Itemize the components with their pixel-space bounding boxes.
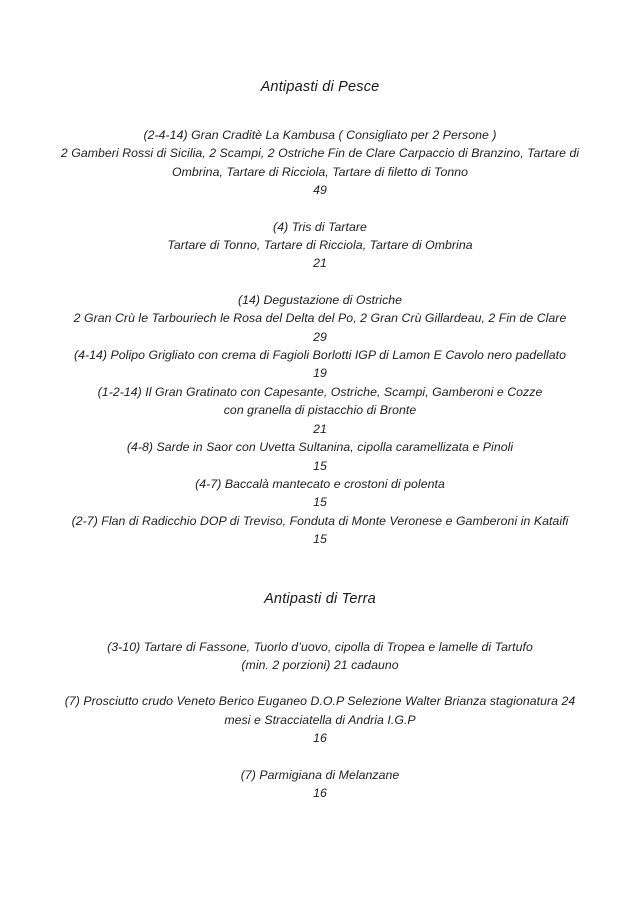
menu-item-description-line: (7) Prosciutto crudo Veneto Berico Euganeo D.O.P Selezione Walter Brianza stagionatura 24 — [64, 694, 576, 709]
menu-item-description-line: (14) Degustazione di Ostriche — [237, 292, 403, 307]
section-gap — [34, 549, 606, 590]
menu-item-description-line: 2 Gran Crù le Tarbouriech le Rosa del Delta del Po, 2 Gran Crù Gillardeau, 2 Fin de Clare — [73, 311, 567, 326]
menu-item-description-line: mesi e Stracciatella di Andria I.G.P — [224, 712, 416, 727]
menu-section-antipasti-di-terra — [34, 590, 606, 803]
menu-item-description-line: (7) Parmigiana di Melanzane — [240, 767, 400, 782]
menu-item-tris-di-tartare — [34, 218, 606, 273]
menu-item-description-line: (4-8) Sarde in Saor con Uvetta Sultanina, cipolla caramellizata e Pinoli — [126, 440, 514, 455]
menu-sections — [34, 78, 606, 802]
item-gap — [34, 748, 606, 766]
item-gap — [34, 97, 606, 126]
menu-item-description-line: (2-4-14) Gran Craditè La Kambusa ( Consigliato per 2 Persone ) — [143, 128, 497, 142]
menu-item-price: 49 — [313, 183, 327, 198]
menu-item-flan-di-radicchio — [34, 512, 606, 549]
menu-item-polipo-grigliato — [34, 346, 606, 383]
menu-item-prosciutto-crudo-veneto — [34, 692, 606, 747]
menu-item-price: 15 — [313, 495, 327, 510]
menu-item-price: 19 — [313, 366, 327, 381]
item-gap — [34, 609, 606, 638]
item-gap — [34, 674, 606, 692]
menu-item-price: 16 — [313, 785, 327, 800]
item-gap — [34, 273, 606, 291]
menu-item-list — [34, 97, 606, 549]
menu-item-tartare-di-fassone — [34, 638, 606, 675]
menu-item-description-line: (3-10) Tartare di Fassone, Tuorlo d’uovo, cipolla di Tropea e lamelle di Tartufo — [107, 639, 533, 654]
menu-item-description-line: (4-7) Baccalà mantecato e crostoni di polenta — [195, 476, 445, 491]
menu-item-sarde-in-saor — [34, 438, 606, 475]
menu-item-gran-gratinato — [34, 383, 606, 438]
menu-item-description-line: (4-14) Polipo Grigliato con crema di Fagioli Borlotti IGP di Lamon E Cavolo nero padellato — [73, 348, 567, 363]
menu-item-description-line: (min. 2 porzioni) 21 cadauno — [241, 657, 399, 672]
menu-item-price: 15 — [313, 458, 327, 473]
menu-item-price: 21 — [313, 256, 327, 271]
menu-item-description-line: Tartare di Tonno, Tartare di Ricciola, Tartare di Ombrina — [167, 238, 473, 253]
menu-item-description-line: (1-2-14) Il Gran Gratinato con Capesante, Ostriche, Scampi, Gamberoni e Cozze — [97, 384, 543, 399]
menu-item-price: 21 — [313, 421, 327, 436]
menu-item-parmigiana-di-melanzane — [34, 766, 606, 803]
menu-item-description-line: (4) Tris di Tartare — [273, 219, 367, 234]
section-title: Antipasti di Terra — [264, 590, 376, 607]
menu-item-description-line: con granella di pistacchio di Bronte — [223, 403, 417, 418]
menu-item-price: 15 — [313, 532, 327, 547]
menu-section-antipasti-di-pesce — [34, 78, 606, 549]
menu-item-description-line: 2 Gamberi Rossi di Sicilia, 2 Scampi, 2 Ostriche Fin de Clare Carpaccio di Branzino, Tartare di — [60, 146, 580, 161]
menu-item-price: 16 — [313, 731, 327, 746]
menu-item-baccala-mantecato — [34, 475, 606, 512]
menu-item-description-line: Ombrina, Tartare di Ricciola, Tartare di filetto di Tonno — [171, 164, 469, 179]
menu-item-price: 29 — [313, 329, 327, 344]
menu-item-description-line: (2-7) Flan di Radicchio DOP di Treviso, Fonduta di Monte Veronese e Gamberoni in Kataifi — [71, 513, 569, 528]
menu-item-list — [34, 609, 606, 803]
menu-item-degustazione-di-ostriche — [34, 291, 606, 346]
top-spacer — [34, 0, 606, 78]
item-gap — [34, 200, 606, 218]
menu-item-gran-crudite — [34, 126, 606, 200]
section-title: Antipasti di Pesce — [260, 79, 380, 95]
